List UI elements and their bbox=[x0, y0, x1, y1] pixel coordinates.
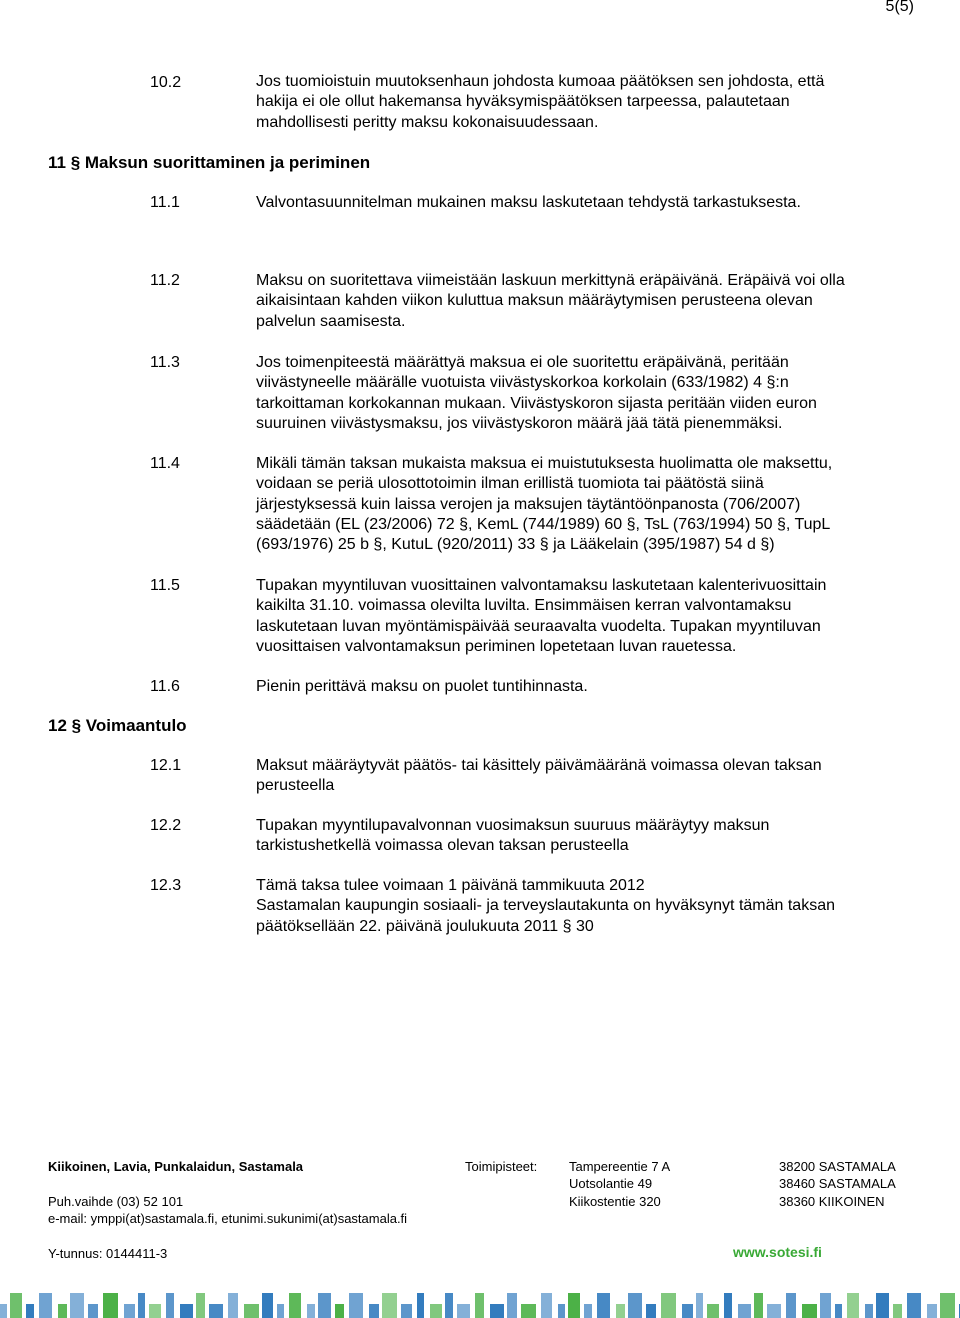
stripe-bar bbox=[940, 1293, 955, 1318]
page-number: 5(5) bbox=[885, 0, 914, 15]
stripe-bar bbox=[318, 1293, 331, 1318]
section-number: 11.3 bbox=[150, 354, 180, 371]
stripe-bar bbox=[445, 1293, 453, 1318]
stripe-bar bbox=[103, 1293, 118, 1318]
stripe-bar bbox=[707, 1304, 719, 1318]
footer-address: Uotsolantie 49 bbox=[569, 1176, 653, 1191]
stripe-bar bbox=[262, 1293, 273, 1318]
stripe-bar bbox=[475, 1293, 484, 1318]
footer-organization: Kiikoinen, Lavia, Punkalaidun, Sastamala bbox=[48, 1159, 304, 1174]
stripe-bar bbox=[180, 1304, 193, 1318]
section-number: 12.3 bbox=[150, 877, 182, 894]
stripe-bar bbox=[835, 1304, 842, 1318]
stripe-bar bbox=[893, 1304, 902, 1318]
stripe-bar bbox=[349, 1293, 363, 1318]
section-text: Jos toimenpiteestä määrättyä maksua ei ole suoritettu eräpäivänä, peritään viivästyneelle määrälle vuotuista viivästyskorkoa korkolain (633/1982) 4 §:n tarkoittaman korkokannan mukaan. Viivästyskoron sijasta peritään viiden euron suuruinen viivästysmaksu, jos viivästyskoron määrä jää tätä pienemmäksi. bbox=[256, 354, 817, 432]
stripe-bar bbox=[196, 1293, 205, 1318]
stripe-bar bbox=[682, 1304, 693, 1318]
section-text: Mikäli tämän taksan mukaista maksua ei muistutuksesta huolimatta ole maksettu, voidaan se periä ulosottotoimin ilman erillistä tuomiota tai päätöstä siinä järjestyksessä kuin laissa verojen ja maksujen täytäntöönpanosta (706/2007) säädetään (EL (23/2006) 72 §, KemL (744/1989) 60 §, TsL (763/1994) 50 §, TupL (693/1976) 25 b §, KutuL (920/2011) 33 § ja Lääkelain (395/1987) 54 d §) bbox=[256, 455, 833, 554]
stripe-bar bbox=[927, 1304, 937, 1318]
footer-email: e-mail: ymppi(at)sastamala.fi, etunimi.sukunimi(at)sastamala.fi bbox=[48, 1211, 408, 1226]
footer-postal: 38360 KIIKOINEN bbox=[779, 1194, 885, 1209]
stripe-bar bbox=[138, 1293, 145, 1318]
stripe-bar bbox=[88, 1304, 98, 1318]
stripe-bar bbox=[568, 1293, 580, 1318]
stripe-bar bbox=[802, 1304, 817, 1318]
stripe-bar bbox=[584, 1304, 592, 1318]
stripe-bar bbox=[738, 1304, 751, 1318]
footer-offices-label: Toimipisteet: bbox=[465, 1159, 538, 1174]
stripe-bar bbox=[628, 1293, 642, 1318]
stripe-bar bbox=[597, 1293, 610, 1318]
stripe-bar bbox=[166, 1293, 174, 1318]
section-number: 12.1 bbox=[150, 757, 182, 774]
section-text: Maksu on suoritettava viimeistään laskuun merkittynä eräpäivänä. Eräpäivä voi olla aikaisintaan kahden viikon kuluttua maksun määräytymisen perusteena olevan palvelun saamisesta. bbox=[256, 272, 845, 330]
stripe-bar bbox=[369, 1304, 379, 1318]
section-number: 11.1 bbox=[150, 194, 180, 211]
section-text: Maksut määräytyvät päätös- tai käsittely päivämääränä voimassa olevan taksan perusteella bbox=[256, 757, 822, 795]
stripe-bar bbox=[865, 1304, 873, 1318]
section-text: Tämä taksa tulee voimaan 1 päivänä tammikuuta 2012 Sastamalan kaupungin sosiaali- ja terveyslautakunta on hyväksynyt tämän taksan päätöksellään 22. päivänä joulukuuta 2011 § 30 bbox=[256, 877, 835, 935]
footer-business-id: Y-tunnus: 0144411-3 bbox=[48, 1246, 168, 1261]
stripe-bar bbox=[430, 1304, 442, 1318]
heading-section-11: 11 § Maksun suorittaminen ja periminen bbox=[48, 153, 371, 172]
stripe-bar bbox=[335, 1304, 344, 1318]
section-text: Valvontasuunnitelman mukainen maksu laskutetaan tehdystä tarkastuksesta. bbox=[256, 194, 801, 211]
section-number: 12.2 bbox=[150, 817, 182, 834]
footer-phone: Puh.vaihde (03) 52 101 bbox=[48, 1194, 184, 1209]
footer-website-link[interactable]: www.sotesi.fi bbox=[733, 1244, 822, 1260]
section-number: 11.5 bbox=[150, 577, 180, 594]
stripe-bar bbox=[10, 1293, 22, 1318]
stripe-bar bbox=[507, 1293, 517, 1318]
stripe-bar bbox=[58, 1304, 67, 1318]
stripe-bar bbox=[457, 1304, 470, 1318]
stripe-bar bbox=[244, 1304, 259, 1318]
footer-address: Kiikostentie 320 bbox=[569, 1194, 661, 1209]
stripe-bar bbox=[661, 1293, 676, 1318]
section-text: Pienin perittävä maksu on puolet tuntihinnasta. bbox=[256, 678, 588, 695]
stripe-bar bbox=[149, 1304, 161, 1318]
stripe-bar bbox=[277, 1304, 284, 1318]
stripe-bar bbox=[541, 1293, 552, 1318]
stripe-bar bbox=[876, 1293, 889, 1318]
stripe-bar bbox=[754, 1293, 763, 1318]
section-text: Tupakan myyntilupavalvonnan vuosimaksun suuruus määräytyy maksun tarkistushetkellä voimassa olevan taksan perusteella bbox=[256, 817, 770, 855]
section-number: 11.6 bbox=[150, 678, 180, 695]
stripe-bar bbox=[39, 1293, 52, 1318]
section-number: 10.2 bbox=[150, 74, 182, 91]
heading-section-12: 12 § Voimaantulo bbox=[48, 716, 187, 735]
stripe-bar bbox=[786, 1293, 796, 1318]
stripe-bar bbox=[209, 1304, 223, 1318]
section-number: 11.2 bbox=[150, 272, 180, 289]
section-number: 11.4 bbox=[150, 455, 180, 472]
footer-address: Tampereentie 7 A bbox=[569, 1159, 671, 1174]
section-text: Jos tuomioistuin muutoksenhaun johdosta kumoaa päätöksen sen johdosta, että hakija ei ole ollut hakemansa hyväksymispäätöksen tarpeessa, palautetaan mahdollisesti peritty maksu kokonaisuudessaan. bbox=[256, 73, 825, 131]
footer-postal: 38200 SASTAMALA bbox=[779, 1159, 896, 1174]
stripe-bar bbox=[307, 1304, 315, 1318]
stripe-bar bbox=[228, 1293, 238, 1318]
stripe-bar bbox=[26, 1304, 34, 1318]
stripe-bar bbox=[646, 1304, 656, 1318]
decorative-stripe-band bbox=[0, 1280, 960, 1318]
section-text: Tupakan myyntiluvan vuosittainen valvontamaksu laskutetaan kalenterivuosittain kaikilta 31.10. voimassa olevilta luvilta. Ensimmäisen kerran valvontamaksu laskutetaan luvan myöntämispäivää seuraavalta vuodelta. Tupakan myyntiluvan vuosittaisen valvontamaksun periminen lopetetaan luvan rauetessa. bbox=[256, 577, 827, 655]
stripe-bar bbox=[124, 1304, 135, 1318]
footer-postal: 38460 SASTAMALA bbox=[779, 1176, 896, 1191]
stripe-bar bbox=[0, 1304, 7, 1318]
stripe-bar bbox=[558, 1304, 565, 1318]
stripe-bar bbox=[767, 1304, 781, 1318]
stripe-bar bbox=[696, 1293, 703, 1318]
stripe-bar bbox=[820, 1293, 831, 1318]
stripe-bar bbox=[417, 1293, 424, 1318]
stripe-bar bbox=[847, 1293, 859, 1318]
stripe-bar bbox=[521, 1304, 536, 1318]
stripe-bar bbox=[401, 1304, 412, 1318]
stripe-bar bbox=[724, 1293, 732, 1318]
stripe-bar bbox=[70, 1293, 84, 1318]
stripe-bar bbox=[616, 1304, 625, 1318]
stripe-bar bbox=[490, 1304, 504, 1318]
stripe-bar bbox=[289, 1293, 301, 1318]
stripe-bar bbox=[382, 1293, 397, 1318]
stripe-bar bbox=[907, 1293, 921, 1318]
